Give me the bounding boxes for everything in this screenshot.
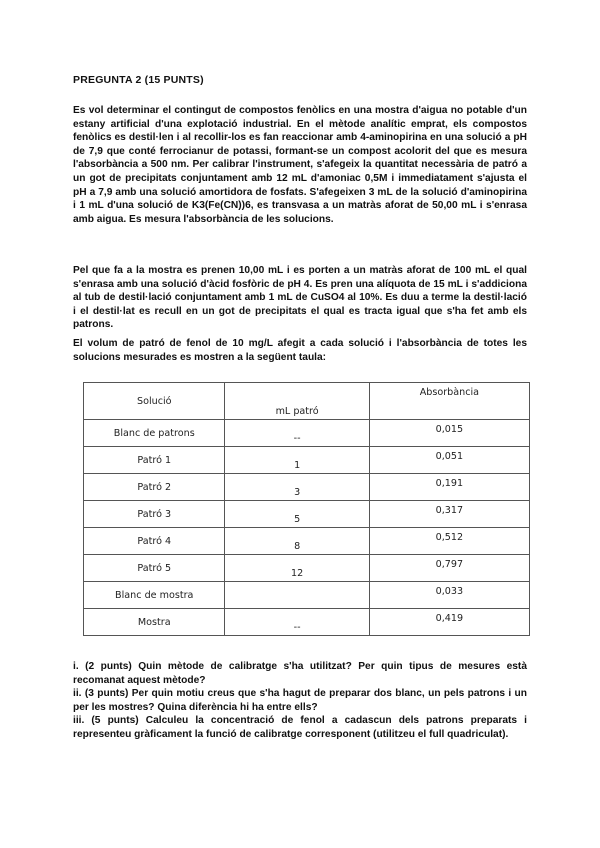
cell-ml-patro: 8 (225, 528, 369, 555)
paragraph-table-intro: El volum de patró de fenol de 10 mg/L afegit a cada solució i l'absorbància de totes les solucions mesurades es mostren a la següent taula: (73, 338, 527, 363)
table-row (84, 501, 530, 528)
cell-absorbancia: 0,419 (369, 609, 529, 636)
cell-absorbancia: 0,512 (369, 528, 529, 555)
questions-block (73, 660, 527, 742)
table-row (84, 555, 530, 582)
cell-ml-patro: 1 (225, 447, 369, 474)
question-ii: ii. (3 punts) Per quin motiu creus que s'ha hagut de preparar dos blanc, un pels patrons i un per les mostres? Quina diferència hi ha entre ells? (73, 688, 527, 713)
header-solucio: Solució (84, 383, 225, 420)
header-absorbancia: Absorbància (369, 383, 529, 420)
cell-solucio: Patró 1 (84, 447, 225, 474)
cell-absorbancia: 0,191 (369, 474, 529, 501)
table-header-row (84, 383, 530, 420)
cell-ml-patro: -- (225, 420, 369, 447)
cell-solucio: Patró 4 (84, 528, 225, 555)
cell-solucio: Patró 2 (84, 474, 225, 501)
cell-solucio: Patró 3 (84, 501, 225, 528)
cell-ml-patro (225, 582, 369, 609)
paragraph-sample: Pel que fa a la mostra es prenen 10,00 mL i es porten a un matràs aforat de 100 mL el qual s'enrasa amb una solució d'àcid fosfòric de pH 4. Es pren una alíquota de 15 mL i s'addiciona al tub de destil·lació conjuntament amb 1 mL de CuSO4 al 10%. Es duu a terme la destil·lació i el destil·lat es recull en un got de precipitats el qual es tracta igual que s'ha fet amb els patrons. (73, 265, 527, 331)
results-table (83, 382, 530, 636)
table-row (84, 582, 530, 609)
question-i: i. (2 punts) Quin mètode de calibratge s'ha utilitzat? Per quin tipus de mesures està recomanat aquest mètode? (73, 661, 527, 686)
table-row (84, 528, 530, 555)
table-row (84, 447, 530, 474)
cell-solucio: Mostra (84, 609, 225, 636)
cell-solucio: Blanc de patrons (84, 420, 225, 447)
cell-ml-patro: 3 (225, 474, 369, 501)
table-row (84, 609, 530, 636)
question-title: PREGUNTA 2 (15 PUNTS) (73, 74, 204, 86)
cell-absorbancia: 0,033 (369, 582, 529, 609)
cell-absorbancia: 0,317 (369, 501, 529, 528)
table-row (84, 420, 530, 447)
cell-ml-patro: 5 (225, 501, 369, 528)
cell-solucio: Blanc de mostra (84, 582, 225, 609)
header-ml-patro: mL patró (225, 383, 369, 420)
cell-absorbancia: 0,797 (369, 555, 529, 582)
cell-solucio: Patró 5 (84, 555, 225, 582)
table-row (84, 474, 530, 501)
question-iii: iii. (5 punts) Calculeu la concentració de fenol a cadascun dels patrons preparats i representeu gràficament la funció de calibratge corresponent (utilitzeu el full quadriculat). (73, 715, 527, 740)
cell-absorbancia: 0,051 (369, 447, 529, 474)
paragraph-method: Es vol determinar el contingut de compostos fenòlics en una mostra d'aigua no potable d'un estany artificial d'una explotació industrial. En el mètode analític emprat, els compostos fenòlics es destil·len i al recollir-los es fan reaccionar amb 4-aminopirina en una solució a pH de 7,9 que conté ferrocianur de potassi, formant-se un compost acolorit del que es mesura l'absorbància a 500 nm. Per calibrar l'instrument, s'afegeix la quantitat necessària de patró a un got de precipitats conjuntament amb 12 mL d'amoniac 0,5M i immediatament s'ajusta el pH a 7,9 amb una solució amortidora de fosfats. S'afegeixen 3 mL de la solució d'aminopirina i 1 mL d'una solució de K3(Fe(CN))6, es transvasa a un matràs aforat de 50,00 mL i s'enrasa amb aigua. Es mesura l'absorbància de les solucions. (73, 105, 527, 225)
cell-absorbancia: 0,015 (369, 420, 529, 447)
cell-ml-patro: -- (225, 609, 369, 636)
cell-ml-patro: 12 (225, 555, 369, 582)
